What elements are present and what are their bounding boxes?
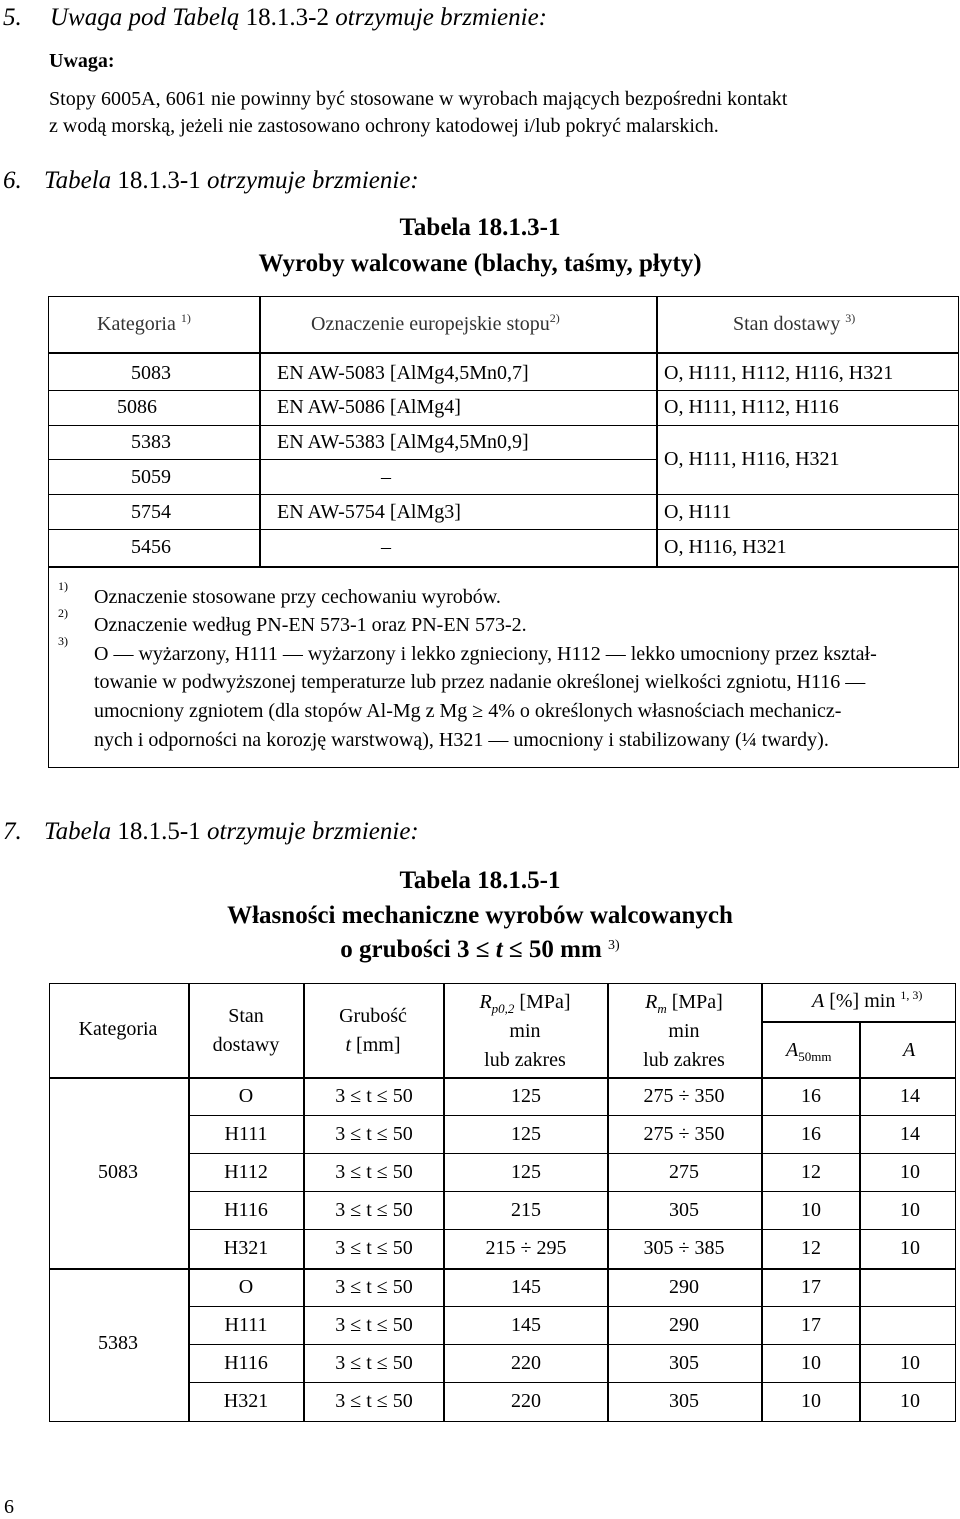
table-cell: 17 [801, 1314, 821, 1336]
footnote-marker: 1) [58, 579, 68, 593]
table2-header-divider [49, 1077, 956, 1079]
table1-header-oznaczenie: Oznaczenie europejskie stopu$^{2)}$ [311, 311, 560, 335]
table-cell: 305 [669, 1352, 699, 1374]
table-cell: O [238, 1276, 254, 1298]
table1-col-divider-1 [259, 296, 261, 566]
table2-header-rm: $R_m$ [MPa] min lub zakres [643, 991, 725, 1071]
table-cell: 305 [669, 1390, 699, 1412]
table-cell: 10 [900, 1161, 920, 1183]
table-cell: 3 ≤ t ≤ 50 [335, 1276, 413, 1298]
table-cell: O [238, 1085, 254, 1107]
row-sep [188, 1344, 956, 1345]
note-line-1: Stopy 6005A, 6061 nie powinny być stosowane w wyrobach mających bezpośredni kontakt [49, 88, 788, 110]
row-sep [48, 425, 959, 426]
table-cell: 10 [900, 1352, 920, 1374]
table-cell: 290 [669, 1276, 699, 1298]
section5-heading: 5. Uwaga pod Tabelą 18.1.3-2 otrzymuje brzmienie: [3, 4, 547, 31]
footnote-marker: 3) [58, 634, 68, 648]
table-cell: 3 ≤ t ≤ 50 [335, 1123, 413, 1145]
table-cell: 5086 [117, 396, 157, 418]
table-cell: 145 [511, 1314, 541, 1336]
row-sep [188, 1229, 956, 1230]
table-cell: O, H111, H116, H321 [664, 448, 840, 470]
table1-header-kategoria: Kategoria $^{1)}$ [97, 311, 191, 335]
group-label-5083: 5083 [98, 1161, 138, 1183]
table-cell: EN AW-5754 [AlMg3] [277, 501, 461, 523]
section6-heading: 6. Tabela 18.1.3-1 otrzymuje brzmienie: [3, 167, 419, 194]
row-sep [188, 1115, 956, 1116]
col-divider [188, 983, 190, 1422]
table-cell: O, H116, H321 [664, 536, 787, 558]
table-cell: 305 [669, 1199, 699, 1221]
col-divider [607, 983, 609, 1422]
row-sep [188, 1153, 956, 1154]
note-line-2: z wodą morską, jeżeli nie zastosowano ochrony katodowej i/lub pokryć malarskich. [49, 115, 719, 137]
footnote-marker: 2) [58, 606, 68, 620]
footnote-text: Oznaczenie stosowane przy cechowaniu wyrobów. [94, 586, 501, 608]
table-cell: 145 [511, 1276, 541, 1298]
table2-subtitle2: o grubości 3 ≤ t ≤ 50 mm $^{3)}$ [340, 936, 620, 963]
table-cell: O, H111, H112, H116, H321 [664, 362, 894, 384]
table1-subtitle: Wyroby walcowane (blachy, taśmy, płyty) [258, 250, 702, 277]
table1-title: Tabela 18.1.3-1 [399, 214, 561, 241]
table-cell: 275 [669, 1161, 699, 1183]
table-cell: 5456 [131, 536, 171, 558]
table-cell: 10 [801, 1390, 821, 1412]
table-cell: 10 [801, 1352, 821, 1374]
table-cell: 14 [900, 1123, 920, 1145]
table-cell: 3 ≤ t ≤ 50 [335, 1237, 413, 1259]
footnote-text: umocniony zgniotem (dla stopów Al-Mg z Mg ≥ 4% o określonych własnościach mechanicz- [94, 700, 842, 722]
table-cell: 215 [511, 1199, 541, 1221]
table-cell: 125 [511, 1161, 541, 1183]
section7-heading: 7. Tabela 18.1.5-1 otrzymuje brzmienie: [3, 818, 419, 845]
col-divider [859, 1021, 861, 1422]
table-cell: H116 [224, 1199, 268, 1221]
col-divider [761, 983, 763, 1422]
table-cell: 215 ÷ 295 [485, 1237, 567, 1259]
table2-header-stan: Stan dostawy [212, 1005, 280, 1056]
footnote-text: towanie w podwyższonej temperaturze lub przez nadanie określonej wielkości zgniotu, H116 — [94, 671, 866, 693]
table-cell: 14 [900, 1085, 920, 1107]
section6-number: 6. [3, 167, 22, 194]
table2-header-a-col: A [903, 1039, 916, 1061]
table-cell: 3 ≤ t ≤ 50 [335, 1199, 413, 1221]
table-cell: 3 ≤ t ≤ 50 [335, 1352, 413, 1374]
note-label: Uwaga: [49, 50, 115, 72]
table-cell: EN AW-5383 [AlMg4,5Mn0,9] [277, 431, 529, 453]
table-cell: 10 [900, 1390, 920, 1412]
table2-header-a50: $A_{50mm}$ [786, 1039, 832, 1064]
table-cell: 16 [801, 1085, 821, 1107]
table-cell: H112 [224, 1161, 268, 1183]
table-cell: 5383 [131, 431, 171, 453]
table-cell: O, H111, H112, H116 [664, 396, 839, 418]
page-number: 6 [4, 1496, 14, 1518]
table-cell: 10 [900, 1237, 920, 1259]
row-sep [188, 1382, 956, 1383]
table-cell: 12 [801, 1237, 821, 1259]
group-divider [49, 1268, 956, 1270]
table1-header-stan: Stan dostawy $^{3)}$ [733, 311, 856, 335]
table2-header-kategoria: Kategoria [78, 1018, 158, 1040]
table-cell: 275 ÷ 350 [643, 1123, 725, 1145]
table1-col-divider-2 [656, 296, 658, 566]
table-cell: 290 [669, 1314, 699, 1336]
table-cell: 220 [511, 1352, 541, 1374]
table-cell: 5754 [131, 501, 171, 523]
table-cell: 305 ÷ 385 [643, 1237, 725, 1259]
row-sep [48, 494, 959, 495]
table-cell: EN AW-5086 [AlMg4] [277, 396, 461, 418]
table2-subtitle: Własności mechaniczne wyrobów walcowanych [227, 902, 733, 929]
section7-number: 7. [3, 818, 22, 845]
table-cell: 10 [900, 1199, 920, 1221]
table1-header-divider [48, 352, 959, 354]
table2-header-grubosc: Grubość t [mm] [339, 1005, 407, 1056]
table-cell: 5083 [131, 362, 171, 384]
table-cell: 275 ÷ 350 [643, 1085, 725, 1107]
table-cell: H116 [224, 1352, 268, 1374]
table-cell: 220 [511, 1390, 541, 1412]
table-cell: – [381, 536, 391, 558]
table-cell: O, H111 [664, 501, 732, 523]
row-sep [48, 459, 656, 460]
table2-header-rp: $R_{p0,2}$ [MPa] min lub zakres [479, 991, 571, 1071]
table-cell: 16 [801, 1123, 821, 1145]
table-cell: H111 [224, 1314, 268, 1336]
row-sep [188, 1191, 956, 1192]
table-cell: – [381, 466, 391, 488]
row-sep [188, 1306, 956, 1307]
group-label-5383: 5383 [98, 1332, 138, 1354]
footnote-text: nych i odporności na korozję warstwową), H321 — umocniony i stabilizowany (¼ twardy). [94, 729, 829, 751]
a-header-split [761, 1021, 956, 1023]
footnote-text: Oznaczenie według PN-EN 573-1 oraz PN-EN 573-2. [94, 614, 527, 636]
table-cell: 125 [511, 1123, 541, 1145]
table1-footer-divider [48, 566, 959, 568]
table2-header-a: A [%] min $^{1, 3)}$ [812, 988, 923, 1012]
table-cell: 3 ≤ t ≤ 50 [335, 1085, 413, 1107]
row-sep [48, 390, 959, 391]
col-divider [443, 983, 445, 1422]
table-cell: 5059 [131, 466, 171, 488]
footnote-text: O — wyżarzony, H111 — wyżarzony i lekko zgnieciony, H112 — lekko umocniony przez kształ- [94, 643, 877, 665]
section5-number: 5. [3, 4, 22, 31]
table2-title: Tabela 18.1.5-1 [399, 867, 561, 894]
col-divider [303, 983, 305, 1422]
table-cell: H111 [224, 1123, 268, 1145]
table-cell: 10 [801, 1199, 821, 1221]
row-sep [48, 529, 959, 530]
table-cell: 3 ≤ t ≤ 50 [335, 1161, 413, 1183]
table-cell: H321 [223, 1237, 269, 1259]
table-cell: 12 [801, 1161, 821, 1183]
table-cell: 3 ≤ t ≤ 50 [335, 1314, 413, 1336]
table-cell: 17 [801, 1276, 821, 1298]
table-cell: 125 [511, 1085, 541, 1107]
table-cell: H321 [223, 1390, 269, 1412]
table-cell: 3 ≤ t ≤ 50 [335, 1390, 413, 1412]
table-cell: EN AW-5083 [AlMg4,5Mn0,7] [277, 362, 529, 384]
